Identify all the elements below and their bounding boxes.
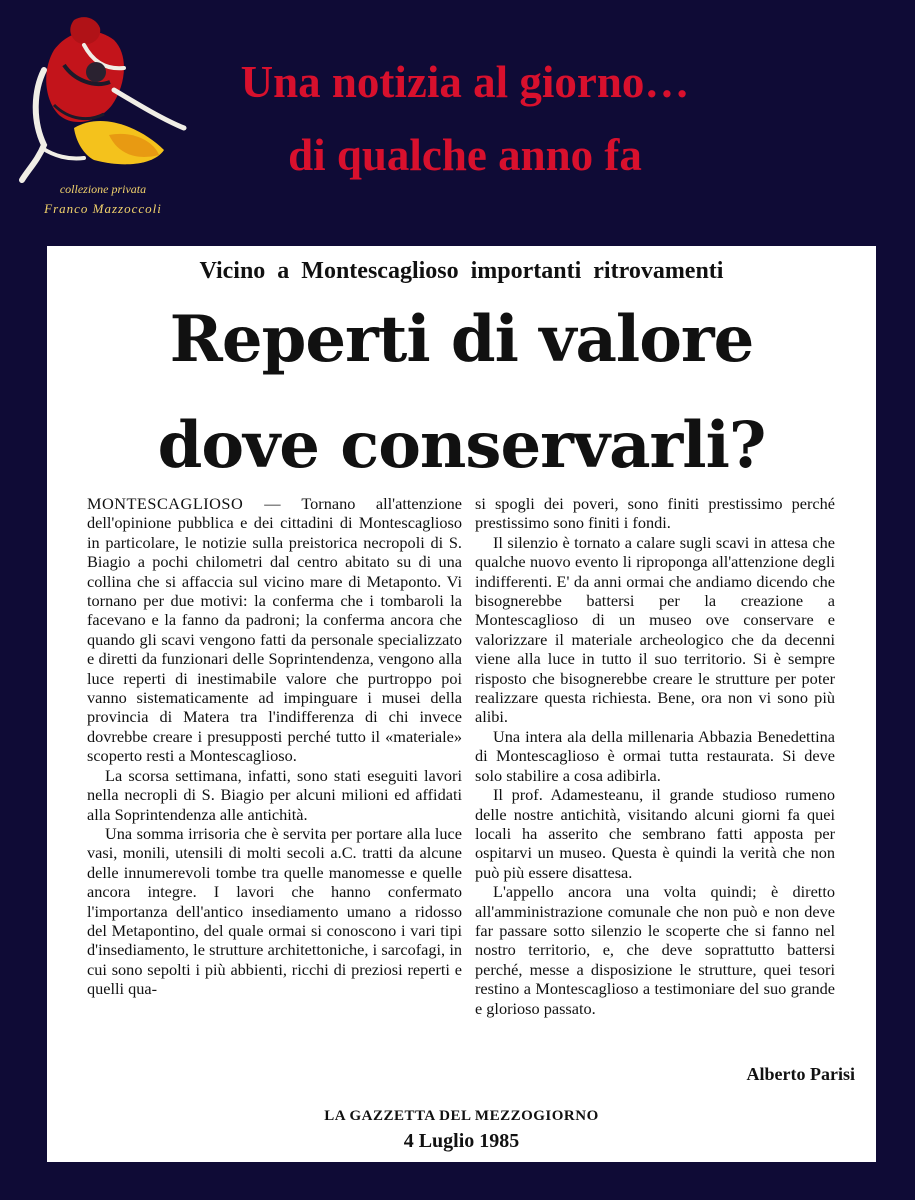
paragraph: Una intera ala della millenaria Abbazia Benedettina di Montescaglioso è ormai tutta restaurata. Si deve solo stabilire a cosa adibirla. — [475, 726, 835, 785]
paragraph: La scorsa settimana, infatti, sono stati eseguiti lavori nella necropli di S. Biagio per alcuni milioni ed affidati alla Soprintendenza alle antichità. — [87, 765, 462, 824]
article-column-left — [87, 494, 462, 999]
publication-date: 4 Luglio 1985 — [403, 1130, 520, 1152]
headline-line2: dove conservarli? — [157, 408, 766, 483]
logo-caption-owner: Franco Mazzoccoli — [44, 201, 162, 216]
paragraph: Una somma irrisoria che è servita per portare alla luce vasi, monili, utensili di molti secoli a.C. tratti da alcune delle innumerevoli tombe tra quelle manomesse e quelle ancora integre. I lavori che hanno confermato l'importanza dell'antico insediamento umano a ridosso del Metapontino, del quale ormai si conoscono i vari tipi d'insediamento, le strutture architettoniche, i sarcofagi, in cui sono sepolti i più abbienti, ricchi di preziosi reperti e quelli qua- — [87, 823, 462, 999]
paragraph: Il prof. Adamesteanu, il grande studioso rumeno delle nostre antichità, visitando alcuni giorni fa quei locali ha asserito che sembrano fatti apposta per ospitarvi un museo. Questa è quindi la verità che non può più essere disattesa. — [475, 785, 835, 882]
paragraph: Il silenzio è tornato a calare sugli scavi in attesa che qualche nuovo evento li riproponga all'attenzione degli indifferenti. E' da anni ormai che andiamo dicendo che bisognerebbe battersi per la creazione a Montescaglioso di un museo ove conservare e valorizzare il materiale archeologico che da decenni viene alla luce in tutto il suo territorio. Si è sempre risposto che bisognerebbe creare le strutture per poter realizzare questa richiesta. Bene, ora non vi sono più alibi. — [475, 532, 835, 727]
article-kicker: Vicino a Montescaglioso importanti ritrovamenti — [199, 258, 724, 284]
dateline: MONTESCAGLIOSO — — [87, 494, 282, 513]
header-title-line2: di qualche anno fa — [288, 130, 642, 180]
logo-caption-collection: collezione privata — [59, 182, 147, 196]
article-byline: Alberto Parisi — [746, 1064, 855, 1084]
paragraph — [87, 494, 462, 766]
paragraph: si spogli dei poveri, sono finiti prestissimo perché prestissimo sono finiti i fondi. — [475, 494, 835, 533]
paragraph: L'appello ancora una volta quindi; è diretto all'amministrazione comunale che non può e non deve far passare sotto silenzio le scoperte che si fanno nel nostro territorio, e, che deve soprattutto battersi perché, messe a disposizione le strutture, quei tesori restino a Montescaglioso a testimoniare del suo grande e glorioso passato. — [475, 882, 835, 1018]
header-title-line1: Una notizia al giorno… — [240, 57, 690, 107]
collection-logo — [14, 10, 192, 225]
newspaper-clipping — [47, 246, 876, 1162]
paragraph-text: Tornano all'attenzione dell'opinione pubblica e dei cittadini di Montescaglioso in particolare, le notizie sulla preistorica necropoli di S. Biagio a pochi chilometri dal centro abitato su di una collina che si affaccia sul vicino mare di Metaponto. Vi tornano per due motivi: la conferma che i tombaroli la facevano e la fanno da padroni; la conferma ancora che quando gli scavi vengono fatti da personale specializzato e diretti da funzionari delle Soprintendenza, vengono alla luce reperti di inestimabile valore che purtroppo poi vanno sistematicamente ad impinguare i musei della provincia di Matera tra l'indifferenza di chi invece dovrebbe creare i presupposti perché tutto il «materiale» scoperto resti a Montescaglioso. — [87, 494, 462, 766]
article-column-right — [475, 494, 835, 1018]
headline-line1: Reperti di valore — [169, 302, 754, 377]
newspaper-masthead: LA GAZZETTA DEL MEZZOGIORNO — [324, 1108, 599, 1124]
